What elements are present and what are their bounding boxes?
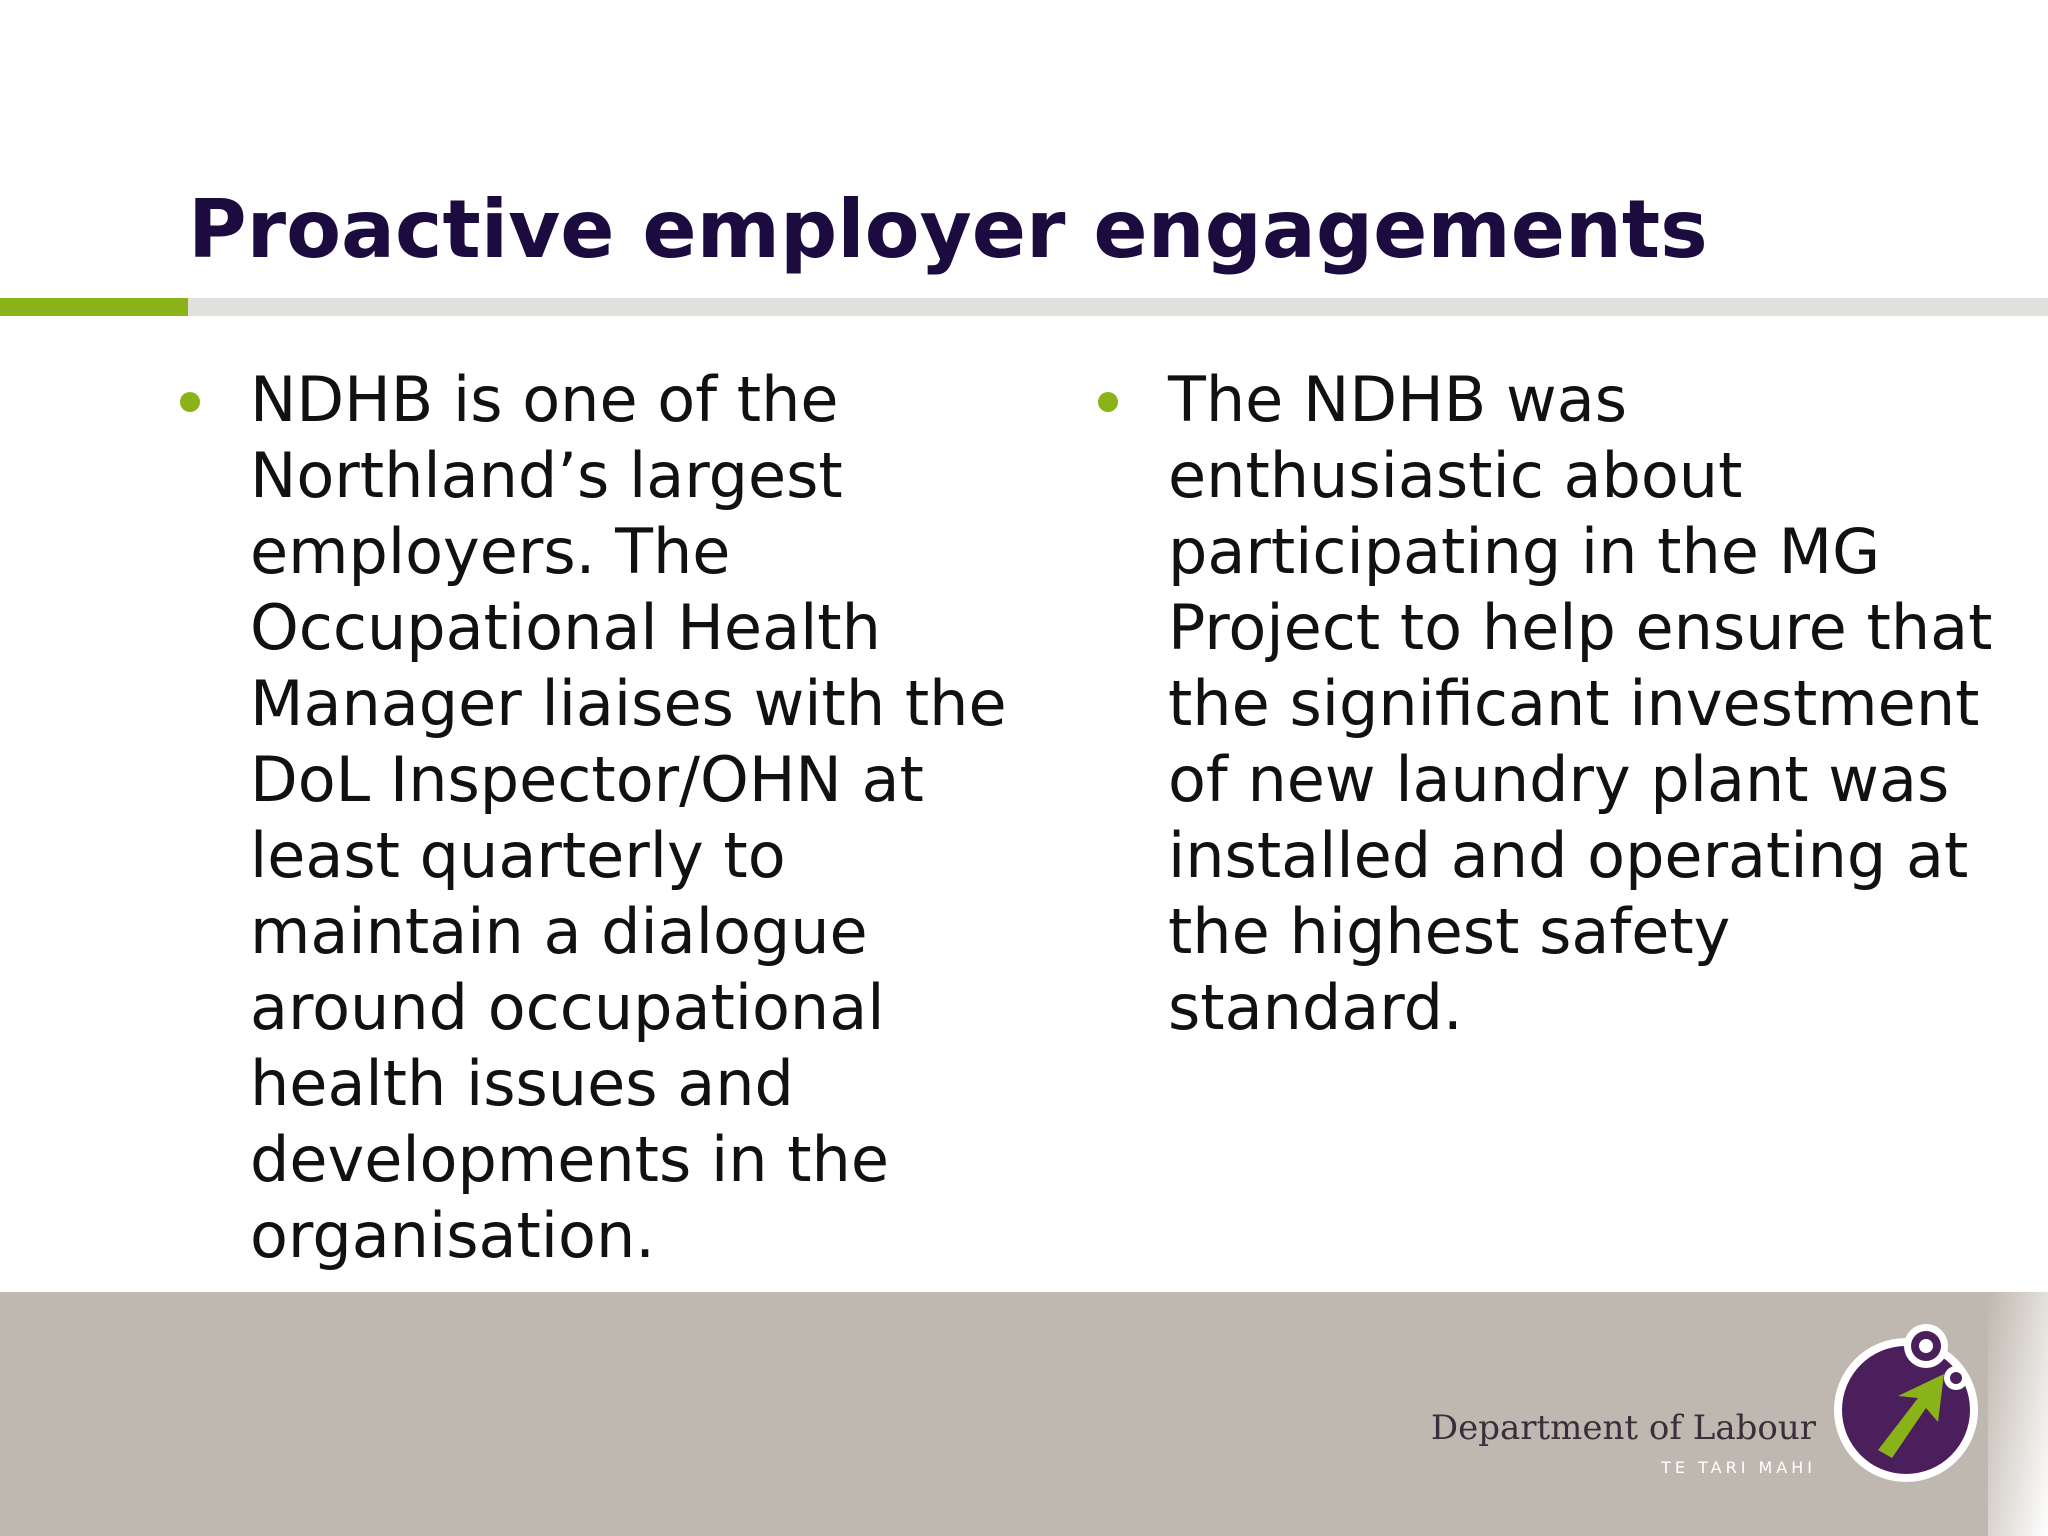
left-bullet-list bbox=[172, 362, 1032, 1274]
bullet-text: The NDHB was enthusiastic about participating in the MG Project to help ensure that the significant investment of new laundry plant was installed and operating at the highest safety standard. bbox=[1168, 363, 1993, 1044]
org-subtitle: TE TARI MAHI bbox=[1661, 1458, 1816, 1477]
bullet-text: NDHB is one of the Northland’s largest employers. The Occupational Health Manager liaises with the DoL Inspector/OHN at least quarterly to maintain a dialogue around occupational health issues and developments in the organisation. bbox=[250, 363, 1007, 1272]
org-logotype bbox=[1431, 1408, 1816, 1477]
org-name: Department of Labour bbox=[1430, 1408, 1816, 1448]
right-bullet-list bbox=[1090, 362, 2010, 1046]
department-of-labour-logo-icon bbox=[1826, 1318, 1986, 1488]
bullet-item bbox=[172, 362, 1032, 1274]
title-underline bbox=[0, 298, 2048, 316]
bullet-dot-icon bbox=[1098, 392, 1118, 412]
slide-title: Proactive employer engagements bbox=[188, 183, 1708, 276]
bullet-item bbox=[1090, 362, 2010, 1046]
bullet-dot-icon bbox=[180, 392, 200, 412]
page-curl bbox=[1988, 1292, 2048, 1536]
title-underline-accent bbox=[0, 298, 188, 316]
